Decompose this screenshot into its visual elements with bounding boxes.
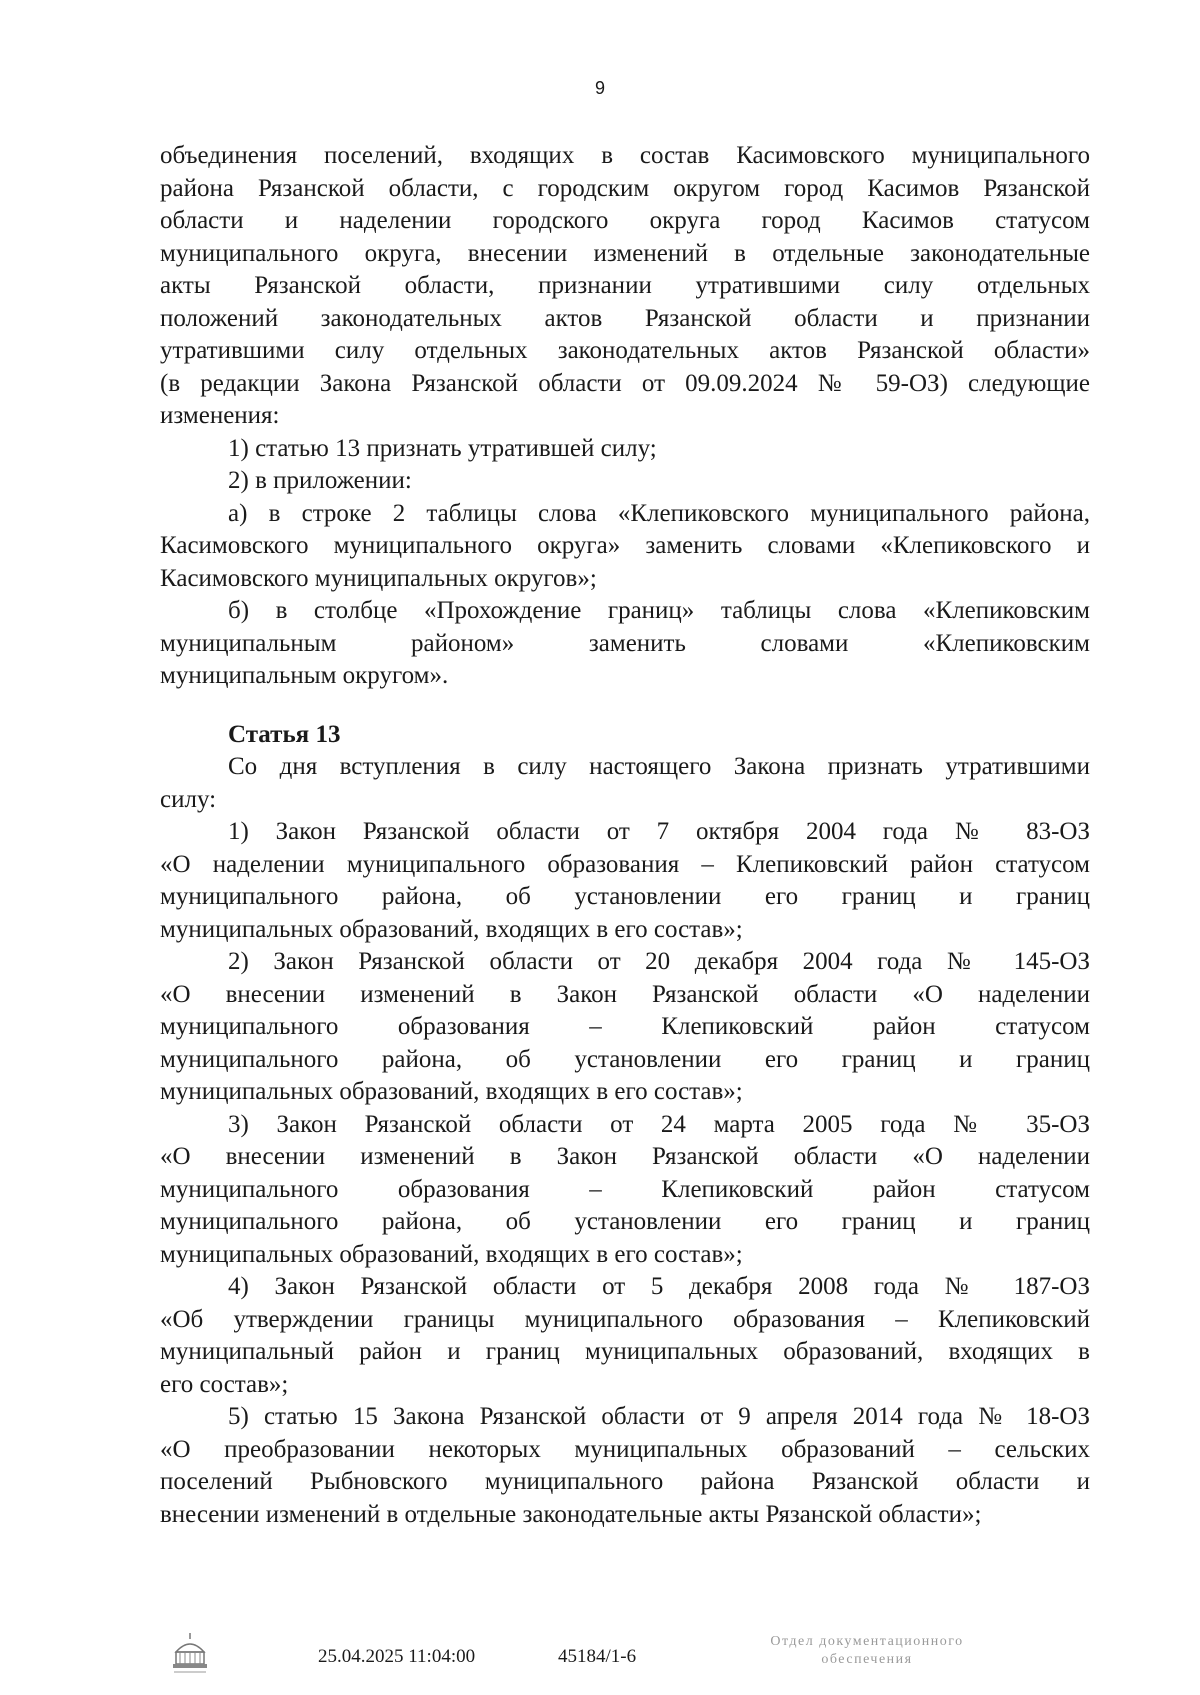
item-3-line-5: муниципальных образований, входящих в его состав»; [160, 1240, 743, 1268]
paragraph-0-line-9: изменения: [160, 402, 280, 429]
paragraph-3-line-2: Касимовского муниципального округа» заменить словами «Клепиковского и [160, 532, 1090, 559]
item-4-line-3: муниципальный район и границ муниципальных образований, входящих в [160, 1338, 1090, 1365]
item-1-line-4: муниципальных образований, входящих в его состав»; [160, 915, 743, 943]
item-5-line-1: 5) статью 15 Закона Рязанской области от 9 апреля 2014 года № 18-ОЗ [228, 1403, 1090, 1430]
paragraph-0-line-7: утратившими силу отдельных законодательных актов Рязанской области» [160, 337, 1090, 364]
item-4-line-2: «Об утверждении границы муниципального образования – Клепиковский [160, 1305, 1090, 1333]
item-2-line-4: муниципального района, об установлении его границ и границ [160, 1045, 1090, 1073]
item-5-line-2: «О преобразовании некоторых муниципальных образований – сельских [160, 1435, 1090, 1463]
paragraph-4-line-3: муниципальным округом». [160, 662, 449, 689]
article-intro-line-2: силу: [160, 785, 217, 813]
paragraph-0-line-4: муниципального округа, внесении изменений в отдельные законодательные [160, 239, 1090, 267]
document-body [160, 140, 1090, 1531]
footer-doc-code: 45184/1-6 [558, 1646, 637, 1667]
item-3-line-4: муниципального района, об установлении его границ и границ [160, 1208, 1090, 1235]
item-3-line-2: «О внесении изменений в Закон Рязанской области «О наделении [160, 1143, 1090, 1170]
page-number: 9 [594, 78, 605, 98]
stamp-line-2: обеспечения [821, 1652, 913, 1667]
paragraph-4-line-2: муниципальным районом» заменить словами «Клепиковским [160, 629, 1090, 657]
paragraph-0-line-5: акты Рязанской области, признании утратившими силу отдельных [160, 272, 1090, 299]
item-2-line-1: 2) Закон Рязанской области от 20 декабря 2004 года № 145-ОЗ [228, 948, 1090, 975]
item-4-line-4: его состав»; [160, 1370, 289, 1398]
item-5-line-3: поселений Рыбновского муниципального района Рязанской области и [160, 1468, 1090, 1495]
item-2-line-3: муниципального образования – Клепиковский район статусом [160, 1013, 1090, 1040]
paragraph-1: 1) статью 13 признать утратившей силу; [228, 434, 657, 462]
paragraph-0-line-8: (в редакции Закона Рязанской области от 09.09.2024 № 59-ОЗ) следующие [160, 369, 1090, 397]
paragraph-2: 2) в приложении: [228, 467, 412, 494]
item-1-line-3: муниципального района, об установлении его границ и границ [160, 883, 1090, 910]
paragraph-0-line-2: района Рязанской области, с городским округом город Касимов Рязанской [160, 174, 1090, 202]
department-stamp [722, 1633, 1012, 1669]
article-intro-line-1: Со дня вступления в силу настоящего Закона признать утратившими [228, 753, 1090, 780]
stamp-line-1: Отдел документационного [770, 1634, 964, 1649]
item-4-line-1: 4) Закон Рязанской области от 5 декабря 2008 года № 187-ОЗ [228, 1273, 1090, 1300]
footer [0, 1628, 1200, 1678]
paragraph-4-line-1: б) в столбце «Прохождение границ» таблицы слова «Клепиковским [228, 597, 1090, 624]
item-1-line-1: 1) Закон Рязанской области от 7 октября 2004 года № 83-ОЗ [228, 818, 1090, 845]
paragraph-3-line-3: Касимовского муниципальных округов»; [160, 564, 597, 592]
paragraph-0-line-1: объединения поселений, входящих в состав Касимовского муниципального [160, 142, 1090, 169]
item-1-line-2: «О наделении муниципального образования – Клепиковский район статусом [160, 850, 1090, 878]
paragraph-3-line-1: а) в строке 2 таблицы слова «Клепиковского муниципального района, [228, 499, 1090, 527]
paragraph-0-line-3: области и наделении городского округа город Касимов статусом [160, 207, 1090, 234]
item-5-line-4: внесении изменений в отдельные законодательные акты Рязанской области»; [160, 1500, 982, 1528]
item-2-line-2: «О внесении изменений в Закон Рязанской области «О наделении [160, 980, 1090, 1008]
duma-building-icon [170, 1630, 210, 1676]
footer-datetime: 25.04.2025 11:04:00 [318, 1646, 476, 1667]
item-2-line-5: муниципальных образований, входящих в его состав»; [160, 1078, 743, 1105]
item-3-line-1: 3) Закон Рязанской области от 24 марта 2005 года № 35-ОЗ [228, 1110, 1090, 1138]
item-3-line-3: муниципального образования – Клепиковский район статусом [160, 1175, 1090, 1203]
paragraph-0-line-6: положений законодательных актов Рязанской области и признании [160, 304, 1090, 332]
article-title: Статья 13 [228, 720, 341, 748]
